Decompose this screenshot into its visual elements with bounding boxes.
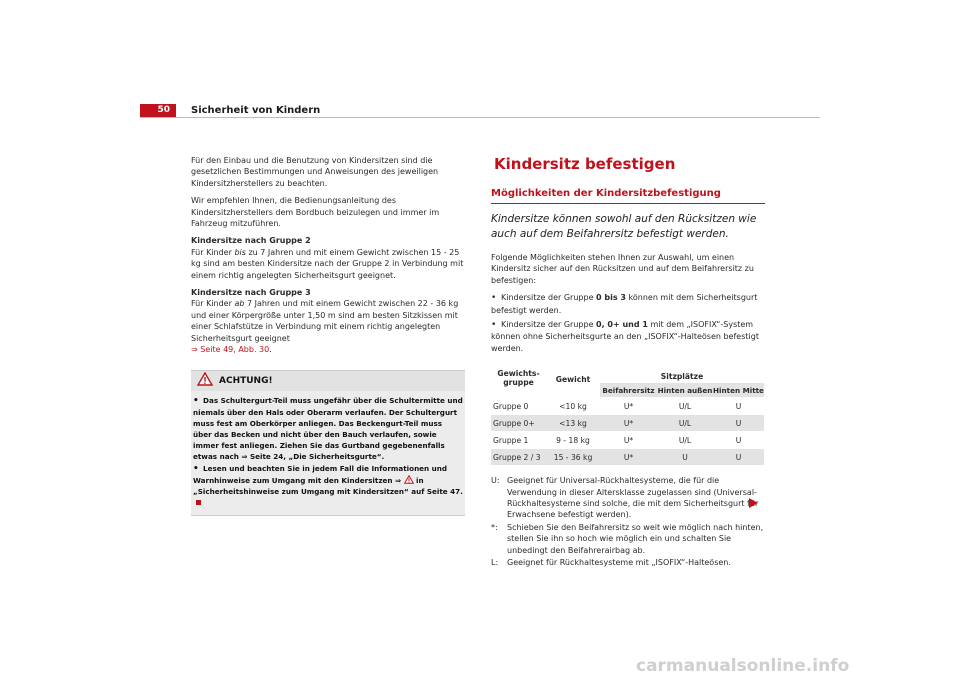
heading-group-2: Kindersitze nach Gruppe 2 xyxy=(191,236,311,246)
table-row: Gruppe 2 / 3 15 - 36 kg U* U U xyxy=(491,449,764,466)
seat-table xyxy=(491,369,764,465)
warning-item: • Lesen und beachten Sie in jedem Fall die Informationen und Warnhinweise zum Umgang mit den Kindersitzen ⇒ in „Sicherheitshinweise zum Umgang mit Kindersitzen“ auf Seite 47. xyxy=(193,463,463,508)
header-rear-middle: Hinten Mitte xyxy=(713,383,764,398)
end-marker-icon xyxy=(196,500,201,505)
warning-header xyxy=(191,371,465,391)
warning-body xyxy=(191,391,465,515)
next-page-arrow-icon[interactable] xyxy=(749,498,758,508)
header-weight: Gewicht xyxy=(555,375,591,385)
running-header: Sicherheit von Kindern xyxy=(191,105,321,116)
lead-text: Kindersitze können sowohl auf den Rücksitzen wie auch auf dem Beifahrersitz befestigt werden. xyxy=(491,213,757,240)
header-rear-outer: Hinten außen xyxy=(657,383,713,398)
warning-small-icon xyxy=(404,476,414,485)
subsection-title: Möglichkeiten der Kindersitzbefestigung xyxy=(491,187,765,204)
paragraph-recommendation: Wir empfehlen Ihnen, die Bedienungsanleitung des Kindersitzherstellers dem Bordbuch beizulegen und immer im Fahrzeug mitzuführen. xyxy=(191,196,440,229)
table-legend xyxy=(491,475,765,568)
section-title: Kindersitz befestigen xyxy=(494,155,676,173)
header-passenger-seat: Beifahrersitz xyxy=(600,383,657,398)
legend-item: U: Geeignet für Universal-Rückhaltesysteme, die für die Verwendung in dieser Altersklasse zugelassen sind (Universal-Rückhaltesysteme sind solche, die mit dem Sicherheitsgurt für Erwachsene befestigt werden). xyxy=(491,476,759,520)
right-column xyxy=(491,155,765,570)
heading-group-3: Kindersitze nach Gruppe 3 xyxy=(191,288,311,298)
table-row: Gruppe 1 9 - 18 kg U* U/L U xyxy=(491,432,764,449)
header-weight-group: Gewichts- gruppe xyxy=(497,369,540,388)
left-column xyxy=(191,155,465,516)
paragraph-installation: Für den Einbau und die Benutzung von Kindersitzen sind die gesetzlichen Bestimmungen und Anweisungen des jeweiligen Kindersitzherstellers zu beachten. xyxy=(191,156,439,188)
legend-item: L: Geeignet für Rückhaltesysteme mit „ISOFIX“-Halteösen. xyxy=(491,558,731,568)
bullet-item: • Kindersitze der Gruppe 0, 0+ und 1 mit dem „ISOFIX“-System können ohne Sicherheitsgurte an den „ISOFIX“-Halteösen befestigt werden. xyxy=(491,320,759,353)
page-number: 50 xyxy=(140,104,176,117)
paragraph-group-2: Für Kinder bis zu 7 Jahren und mit einem Gewicht zwischen 15 - 25 kg sind am besten Kindersitze nach der Gruppe 2 in Verbindung mit einem richtig angelegten Sicherheitsgurt geeignet. xyxy=(191,247,464,280)
warning-box xyxy=(191,370,465,516)
watermark: carmanualsonline.info xyxy=(636,656,850,676)
warning-item: • Das Schultergurt-Teil muss ungefähr über die Schultermitte und niemals über den Hals oder Oberarm verlaufen. Der Schultergurt muss fest am Oberkörper anliegen. Das Beckengurt-Teil muss über das Becken und nicht über den Bauch verlaufen, sowie immer fest anliegen. Ziehen Sie das Gurtband gegebenenfalls etwas nach ⇒ Seite 24, „Die Sicherheitsgurte“. xyxy=(193,395,463,461)
paragraph-intro: Folgende Möglichkeiten stehen Ihnen zur Auswahl, um einen Kindersitz sicher auf den Rücksitzen und auf dem Beifahrersitz zu befestigen: xyxy=(491,253,754,285)
header-rule xyxy=(140,117,820,118)
header-seats: Sitzplätze xyxy=(660,371,704,381)
page-link[interactable]: ⇒ Seite 49, Abb. 30 xyxy=(191,345,270,355)
bullet-item: • Kindersitze der Gruppe 0 bis 3 können mit dem Sicherheitsgurt befestigt werden. xyxy=(491,293,758,315)
warning-title: ACHTUNG! xyxy=(219,375,273,386)
paragraph-group-3: Für Kinder ab 7 Jahren und mit einem Gewicht zwischen 22 - 36 kg und einer Körpergröße unter 1,50 m sind am besten Sitzkissen mit einer Schlafstütze in Verbindung mit einem richtig angelegten Sicherheitsgurt geeignet ⇒ Seite 49, Abb. 30. xyxy=(191,299,459,355)
table-row: Gruppe 0+ <13 kg U* U/L U xyxy=(491,415,764,432)
warning-triangle-icon xyxy=(197,371,213,390)
table-row: Gruppe 0 <10 kg U* U/L U xyxy=(491,398,764,415)
legend-item: *: Schieben Sie den Beifahrersitz so weit wie möglich nach hinten, stellen Sie ihn so hoch wie möglich ein und schalten Sie unbedingt den Beifahrerairbag ab. xyxy=(491,522,764,555)
